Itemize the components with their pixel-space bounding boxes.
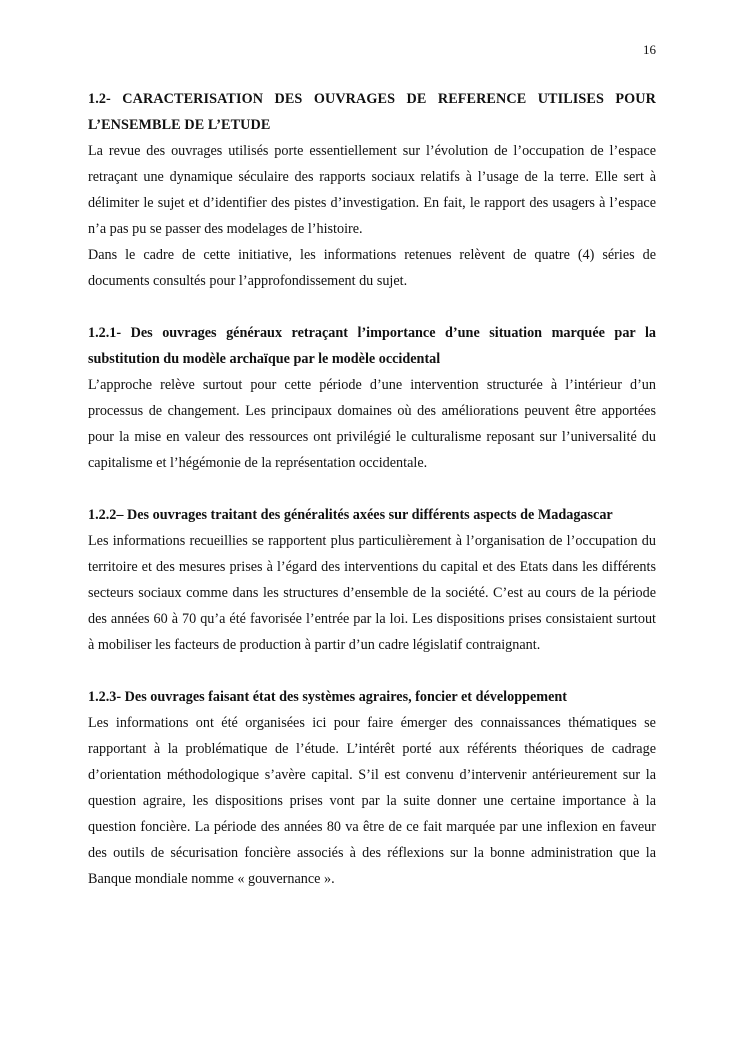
spacer: [88, 658, 656, 684]
section-1-2-2: [88, 502, 656, 658]
section-1-2: [88, 86, 656, 294]
section-heading: 1.2- CARACTERISATION DES OUVRAGES DE REFERENCE UTILISES POUR L’ENSEMBLE DE L’ETUDE: [88, 91, 656, 133]
section-heading: 1.2.3- Des ouvrages faisant état des systèmes agraires, foncier et développement: [88, 689, 568, 705]
section-heading: 1.2.1- Des ouvrages généraux retraçant l’importance d’une situation marquée par la substitution du modèle archaïque par le modèle occidental: [88, 325, 656, 367]
section-1-2-3: [88, 684, 656, 892]
paragraph: Les informations ont été organisées ici pour faire émerger des connaissances thématiques se rapportant à la problématique de l’étude. L’intérêt porté aux référents théoriques de cadrage d’orientation méthodologique s’avère capital. S’il est convenu d’intervenir antérieurement sur la question agraire, les dispositions prises vont par la suite donner une certaine importance à la question foncière. La période des années 80 va être de ce fait marquée par une inflexion en faveur des outils de sécurisation foncière associés à des réflexions sur la bonne administration que la Banque mondiale nomme « gouvernance ».: [88, 715, 656, 887]
spacer: [88, 476, 656, 502]
spacer: [88, 294, 656, 320]
document-body: [88, 86, 656, 892]
paragraph: Dans le cadre de cette initiative, les informations retenues relèvent de quatre (4) séries de documents consultés pour l’approfondissement du sujet.: [88, 247, 656, 289]
paragraph: Les informations recueillies se rapportent plus particulièrement à l’organisation de l’occupation du territoire et des mesures prises à l’égard des interventions du capital et des Etats dans les différents secteurs sociaux comme dans les structures d’ensemble de la société. C’est au cours de la période des années 60 à 70 qu’a été favorisée l’entrée par la loi. Les dispositions prises consistaient surtout à mobiliser les facteurs de production à partir d’un cadre législatif contraignant.: [88, 533, 656, 653]
section-1-2-1: [88, 320, 656, 476]
paragraph: L’approche relève surtout pour cette période d’une intervention structurée à l’intérieur d’un processus de changement. Les principaux domaines où des améliorations peuvent être apportées pour la mise en valeur des ressources ont privilégié le culturalisme reposant sur l’universalité du capitalisme et l’hégémonie de la représentation occidentale.: [88, 377, 656, 471]
page-number: 16: [643, 42, 656, 57]
section-heading: 1.2.2– Des ouvrages traitant des généralités axées sur différents aspects de Madagascar: [88, 507, 613, 523]
paragraph: La revue des ouvrages utilisés porte essentiellement sur l’évolution de l’occupation de l’espace retraçant une dynamique séculaire des rapports sociaux relatifs à l’usage de la terre. Elle sert à délimiter le sujet et d’identifier des pistes d’investigation. En fait, le rapport des usagers à l’espace n’a pas pu se passer des modelages de l’histoire.: [88, 143, 656, 237]
